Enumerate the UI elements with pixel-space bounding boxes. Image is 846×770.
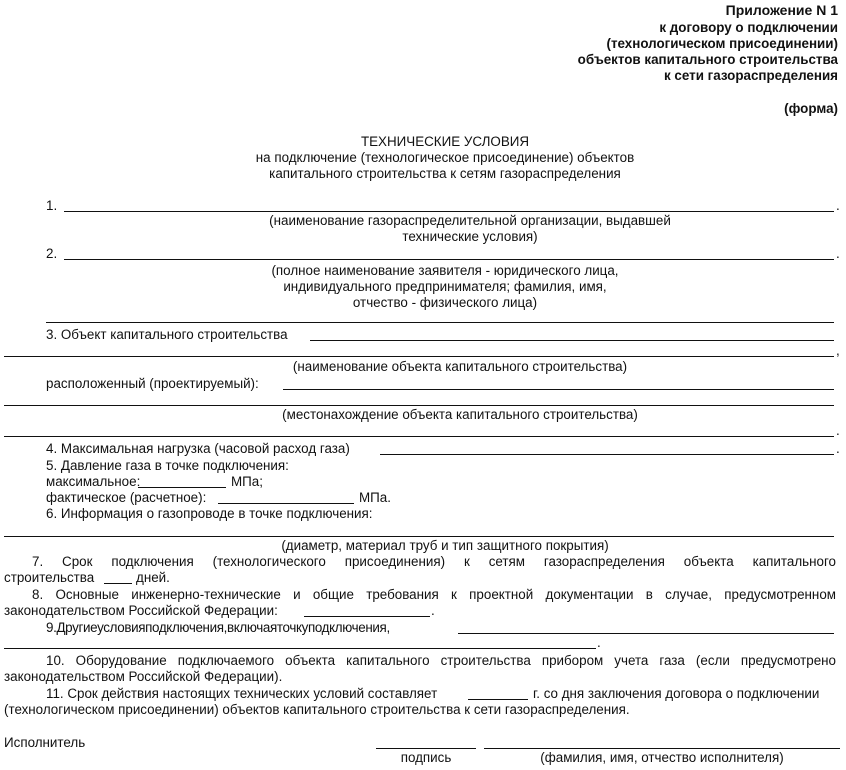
item-7-days-blank[interactable]	[104, 583, 132, 584]
item-11-line-1-end: г. со дня заключения договора о подключении	[533, 686, 820, 701]
item-5-fact-unit: МПа.	[359, 490, 391, 505]
item-3-location-blank[interactable]	[283, 389, 834, 390]
title-sub-2: капитального строительства к сетям газораспределения	[269, 166, 621, 181]
executor-name-blank[interactable]	[484, 748, 840, 749]
item-10-line-2: законодательством Российской Федерации).	[4, 669, 283, 684]
item-9-label: 9.Другиеусловияподключения,включаяточкуподключения,	[46, 620, 390, 635]
item-9-blank-2[interactable]	[4, 648, 596, 649]
item-8-blank[interactable]	[304, 616, 430, 617]
item-8-line-1: 8. Основные инженерно-технические и общие требования к проектной документации в случае, предусмотренном	[32, 587, 836, 602]
title-sub-1: на подключение (технологическое присоединение) объектов	[255, 150, 635, 165]
document-title: ТЕХНИЧЕСКИЕ УСЛОВИЯ	[360, 134, 530, 149]
signature-blank[interactable]	[376, 748, 476, 749]
item-1-caption-2: технические условия)	[402, 229, 538, 244]
item-3-location-blank-3[interactable]	[4, 436, 834, 437]
executor-name-caption: (фамилия, имя, отчество исполнителя)	[540, 750, 784, 765]
item-5-max-blank[interactable]	[138, 487, 226, 488]
item-5-max-unit: МПа;	[231, 474, 263, 489]
item-3-object-blank-2[interactable]	[4, 356, 834, 357]
item-2-caption-1: (полное наименование заявителя - юридического лица,	[271, 263, 619, 278]
item-4-label: 4. Максимальная нагрузка (часовой расход газа)	[46, 441, 350, 456]
item-3-label: 3. Объект капитального строительства	[46, 327, 288, 342]
item-7-line-2: строительства	[4, 570, 95, 585]
item-4-blank[interactable]	[380, 454, 834, 455]
item-6-caption: (диаметр, материал труб и тип защитного покрытия)	[281, 538, 609, 553]
appendix-line-2: к договору о подключении	[659, 20, 838, 35]
item-5-max-label: максимальное:	[46, 474, 141, 489]
item-7-line-1: 7. Срок подключения (технологического присоединения) к сетям газораспределения объекта капитального	[32, 554, 836, 569]
item-1-number: 1.	[46, 198, 58, 213]
item-2-number: 2.	[46, 246, 58, 261]
item-6-label: 6. Информация о газопроводе в точке подключения:	[46, 506, 373, 521]
item-1-blank[interactable]	[64, 211, 834, 212]
item-7-days-unit: дней.	[136, 570, 170, 585]
item-3-location-caption: (местонахождение объекта капитального строительства)	[282, 407, 638, 422]
appendix-line-4: объектов капитального строительства	[577, 52, 838, 67]
item-3-object-blank[interactable]	[310, 340, 834, 341]
item-3-location-label: расположенный (проектируемый):	[46, 376, 259, 391]
item-8-line-2: законодательством Российской Федерации:	[4, 603, 278, 618]
appendix-line-3: (технологическом присоединении)	[606, 36, 838, 51]
item-5-fact-label: фактическое (расчетное):	[46, 490, 207, 505]
executor-label: Исполнитель	[4, 735, 86, 750]
item-2-caption-2: индивидуального предпринимателя; фамилия, имя,	[283, 279, 607, 294]
item-3-caption: (наименование объекта капитального строительства)	[292, 359, 628, 374]
signature-caption: подпись	[400, 750, 452, 765]
item-2-caption-3: отчество - физического лица)	[352, 295, 538, 310]
appendix-number: Приложение N 1	[725, 2, 838, 18]
item-2-blank[interactable]	[64, 259, 834, 260]
item-11-term-blank[interactable]	[468, 699, 528, 700]
item-11-line-2: (технологическом присоединении) объектов капитального строительства к сети газораспределения.	[4, 702, 630, 717]
item-3-location-blank-2[interactable]	[4, 405, 834, 406]
item-11-line-1: 11. Срок действия настоящих технических условий составляет	[46, 686, 438, 701]
item-2-blank-2[interactable]	[46, 322, 834, 323]
item-1-caption-1: (наименование газораспределительной организации, выдавшей	[269, 213, 671, 228]
item-10-line-1: 10. Оборудование подключаемого объекта капитального строительства прибором учета газа (если предусмотрено	[46, 653, 836, 668]
item-6-blank[interactable]	[4, 536, 834, 537]
item-9-blank[interactable]	[458, 633, 834, 634]
item-5-label: 5. Давление газа в точке подключения:	[46, 458, 289, 473]
form-label: (форма)	[784, 101, 838, 116]
appendix-line-5: к сети газораспределения	[664, 68, 838, 83]
item-5-fact-blank[interactable]	[218, 503, 354, 504]
